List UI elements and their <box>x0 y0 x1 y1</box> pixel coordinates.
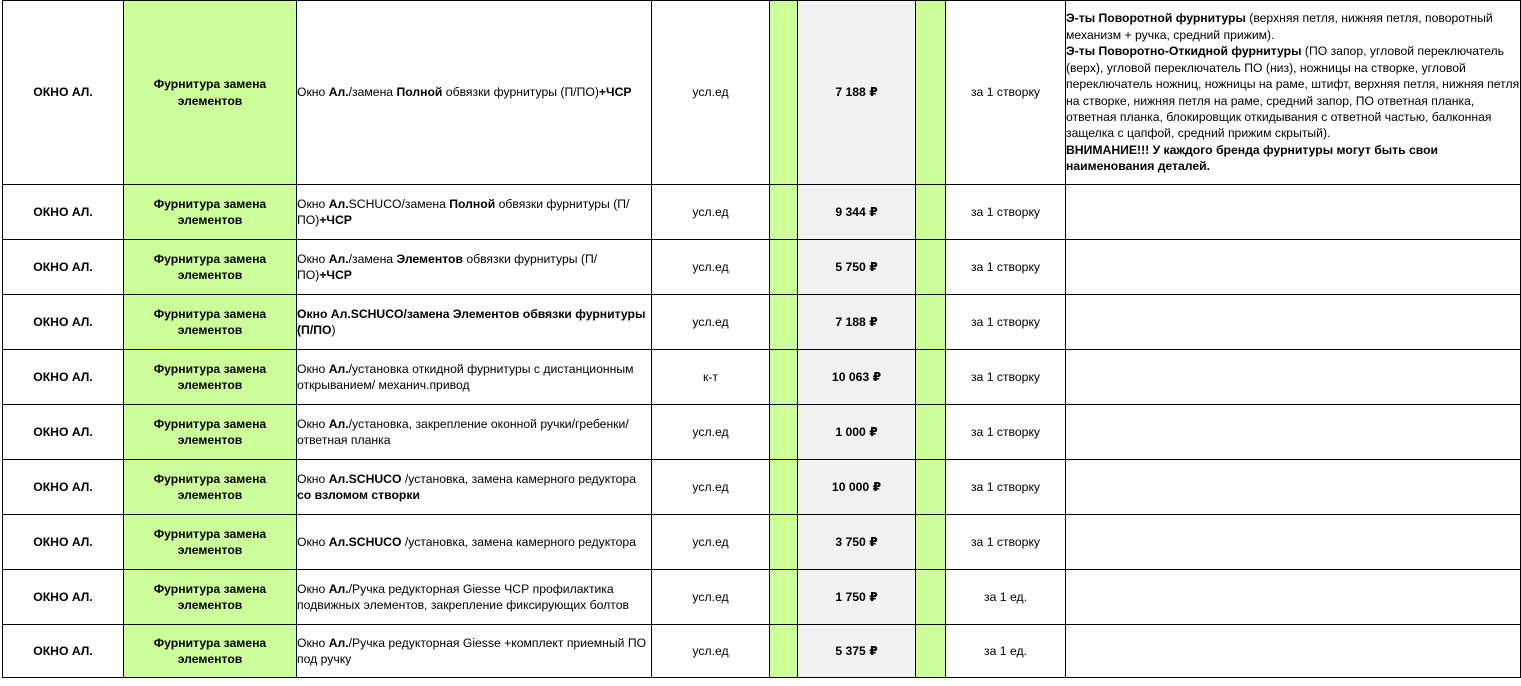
object-cell: ОКНО АЛ. <box>3 1 124 185</box>
category-cell: Фурнитура замена элементов <box>124 350 297 405</box>
per-unit-cell: за 1 ед. <box>946 570 1066 625</box>
table-row <box>3 1 1521 185</box>
unit-cell: усл.ед <box>652 240 770 295</box>
description-cell <box>297 405 652 460</box>
note-cell <box>1066 625 1521 678</box>
note-segment: Э-ты Поворотной фурнитуры <box>1066 11 1246 26</box>
marker-cell-right <box>916 350 946 405</box>
category-cell: Фурнитура замена элементов <box>124 405 297 460</box>
unit-cell: усл.ед <box>652 460 770 515</box>
description-segment: Ал. <box>328 196 349 211</box>
table-row <box>3 240 1521 295</box>
price-cell: 5 375 ₽ <box>798 625 916 678</box>
description-cell <box>297 185 652 240</box>
marker-cell-left <box>770 515 798 570</box>
note-cell <box>1066 350 1521 405</box>
description-segment: Ал. <box>328 85 349 100</box>
description-segment: со взломом створки <box>297 488 420 502</box>
note-paragraph <box>1066 142 1520 175</box>
description-segment: +ЧСР <box>598 85 632 100</box>
marker-cell-left <box>770 350 798 405</box>
description-segment: Окно <box>297 581 329 596</box>
note-cell <box>1066 460 1521 515</box>
price-list-table <box>2 0 1521 678</box>
table-row <box>3 460 1521 515</box>
unit-cell: усл.ед <box>652 185 770 240</box>
category-cell: Фурнитура замена элементов <box>124 295 297 350</box>
note-segment: Э-ты Поворотно-Откидной фурнитуры <box>1066 44 1302 59</box>
price-cell: 1 750 ₽ <box>798 570 916 625</box>
per-unit-cell: за 1 створку <box>946 350 1066 405</box>
description-segment: Окно <box>297 534 329 549</box>
table-row <box>3 350 1521 405</box>
note-segment: (ПО запор, угловой переключатель (верх), угловой переключатель ПО (низ), ножницы на створке, угловой переключатель ножниц, ножницы на раме, штифт, верхняя петля, нижняя петля на створке, нижняя петля на раме, средний запор, ПО ответная планка, ответная планка, блокировщик откидывания с ответной частью, балконная защелка с цапфой, средний прижим скрытый). <box>1066 44 1520 141</box>
per-unit-cell: за 1 створку <box>946 185 1066 240</box>
marker-cell-left <box>770 185 798 240</box>
description-segment: /установка, замена камерного редуктора <box>401 471 636 486</box>
description-segment: Ал.SCHUCO <box>328 471 402 486</box>
description-segment: Окно Ал.SCHUCO/замена Элементов обвязки фурнитуры (П/ПО <box>297 306 646 337</box>
unit-cell: усл.ед <box>652 405 770 460</box>
marker-cell-left <box>770 295 798 350</box>
marker-cell-left <box>770 460 798 515</box>
object-cell: ОКНО АЛ. <box>3 350 124 405</box>
marker-cell-left <box>770 240 798 295</box>
marker-cell-left <box>770 625 798 678</box>
object-cell: ОКНО АЛ. <box>3 625 124 678</box>
description-segment: Ал.SCHUCO <box>328 534 402 549</box>
object-cell: ОКНО АЛ. <box>3 570 124 625</box>
description-cell <box>297 1 652 185</box>
description-segment: Полной <box>449 196 496 211</box>
description-segment: Окно <box>297 361 329 376</box>
description-segment: Полной <box>396 85 443 100</box>
description-cell <box>297 460 652 515</box>
note-cell <box>1066 515 1521 570</box>
note-cell <box>1066 295 1521 350</box>
table-row <box>3 625 1521 678</box>
per-unit-cell: за 1 створку <box>946 405 1066 460</box>
marker-cell-right <box>916 185 946 240</box>
price-cell: 10 063 ₽ <box>798 350 916 405</box>
description-segment: Ал. <box>328 361 349 376</box>
description-cell <box>297 570 652 625</box>
marker-cell-left <box>770 405 798 460</box>
price-cell: 5 750 ₽ <box>798 240 916 295</box>
marker-cell-right <box>916 625 946 678</box>
description-segment: /установка, закрепление оконной ручки/гребенки/ответная планка <box>297 416 629 447</box>
marker-cell-right <box>916 1 946 185</box>
per-unit-cell: за 1 ед. <box>946 625 1066 678</box>
object-cell: ОКНО АЛ. <box>3 185 124 240</box>
per-unit-cell: за 1 створку <box>946 240 1066 295</box>
note-segment: (верхняя петля, нижняя петля, поворотный механизм + ручка, средний прижим). <box>1066 11 1493 42</box>
table-body <box>3 1 1521 678</box>
description-segment: обвязки фурнитуры (П/ПО) <box>297 251 598 282</box>
note-paragraph <box>1066 10 1520 43</box>
marker-cell-right <box>916 515 946 570</box>
marker-cell-right <box>916 570 946 625</box>
category-cell: Фурнитура замена элементов <box>124 1 297 185</box>
note-cell <box>1066 570 1521 625</box>
description-segment: Ал. <box>328 581 349 596</box>
table-row <box>3 295 1521 350</box>
unit-cell: усл.ед <box>652 515 770 570</box>
description-segment: +ЧСР <box>319 213 352 227</box>
price-cell: 7 188 ₽ <box>798 295 916 350</box>
description-segment: Окно <box>297 635 329 650</box>
marker-cell-left <box>770 1 798 185</box>
price-cell: 9 344 ₽ <box>798 185 916 240</box>
unit-cell: усл.ед <box>652 570 770 625</box>
category-cell: Фурнитура замена элементов <box>124 515 297 570</box>
object-cell: ОКНО АЛ. <box>3 240 124 295</box>
object-cell: ОКНО АЛ. <box>3 460 124 515</box>
description-segment: Элементов <box>396 251 463 266</box>
unit-cell: усл.ед <box>652 295 770 350</box>
description-segment: /замена <box>348 251 397 266</box>
description-cell <box>297 350 652 405</box>
description-cell <box>297 515 652 570</box>
table-row <box>3 405 1521 460</box>
description-segment: Ал. <box>328 251 349 266</box>
description-segment: /Ручка редукторная Giesse ЧСР профилактика подвижных элементов, закрепление фиксирующих болтов <box>297 581 629 612</box>
description-segment: ) <box>331 323 336 337</box>
note-paragraph <box>1066 43 1520 141</box>
description-cell <box>297 625 652 678</box>
description-segment: Окно <box>297 416 329 431</box>
description-segment: обвязки фурнитуры (П/ПО) <box>297 196 630 227</box>
table-row <box>3 515 1521 570</box>
per-unit-cell: за 1 створку <box>946 460 1066 515</box>
price-cell: 10 000 ₽ <box>798 460 916 515</box>
marker-cell-left <box>770 570 798 625</box>
description-cell <box>297 295 652 350</box>
table-row <box>3 570 1521 625</box>
category-cell: Фурнитура замена элементов <box>124 570 297 625</box>
object-cell: ОКНО АЛ. <box>3 295 124 350</box>
price-cell: 3 750 ₽ <box>798 515 916 570</box>
description-segment: /Ручка редукторная Giesse +комплект приемный ПО под ручку <box>297 635 647 666</box>
category-cell: Фурнитура замена элементов <box>124 460 297 515</box>
price-cell: 7 188 ₽ <box>798 1 916 185</box>
unit-cell: к-т <box>652 350 770 405</box>
price-cell: 1 000 ₽ <box>798 405 916 460</box>
description-segment: /замена <box>348 85 397 100</box>
marker-cell-right <box>916 460 946 515</box>
object-cell: ОКНО АЛ. <box>3 515 124 570</box>
category-cell: Фурнитура замена элементов <box>124 240 297 295</box>
description-segment: +ЧСР <box>319 268 352 282</box>
note-cell <box>1066 1 1521 185</box>
per-unit-cell: за 1 створку <box>946 1 1066 185</box>
per-unit-cell: за 1 створку <box>946 515 1066 570</box>
description-segment: Ал. <box>328 635 349 650</box>
description-segment: Ал. <box>328 416 349 431</box>
category-cell: Фурнитура замена элементов <box>124 625 297 678</box>
per-unit-cell: за 1 створку <box>946 295 1066 350</box>
note-segment: ВНИМАНИЕ!!! У каждого бренда фурнитуры могут быть свои наименования деталей. <box>1066 142 1439 174</box>
unit-cell: усл.ед <box>652 1 770 185</box>
description-segment: /установка откидной фурнитуры с дистанционным открыванием/ механич.привод <box>297 361 634 392</box>
marker-cell-right <box>916 295 946 350</box>
description-segment: Окно <box>297 471 329 486</box>
description-segment: обвязки фурнитуры (П/ПО) <box>442 85 599 100</box>
category-cell: Фурнитура замена элементов <box>124 185 297 240</box>
table-row <box>3 185 1521 240</box>
description-cell <box>297 240 652 295</box>
description-segment: Окно <box>297 196 329 211</box>
marker-cell-right <box>916 240 946 295</box>
description-segment: Окно <box>297 251 329 266</box>
description-segment: SCHUCO/замена <box>348 196 450 211</box>
note-cell <box>1066 185 1521 240</box>
note-cell <box>1066 405 1521 460</box>
note-cell <box>1066 240 1521 295</box>
description-segment: /установка, замена камерного редуктора <box>401 534 636 549</box>
object-cell: ОКНО АЛ. <box>3 405 124 460</box>
unit-cell: усл.ед <box>652 625 770 678</box>
marker-cell-right <box>916 405 946 460</box>
description-segment: Окно <box>297 85 329 100</box>
